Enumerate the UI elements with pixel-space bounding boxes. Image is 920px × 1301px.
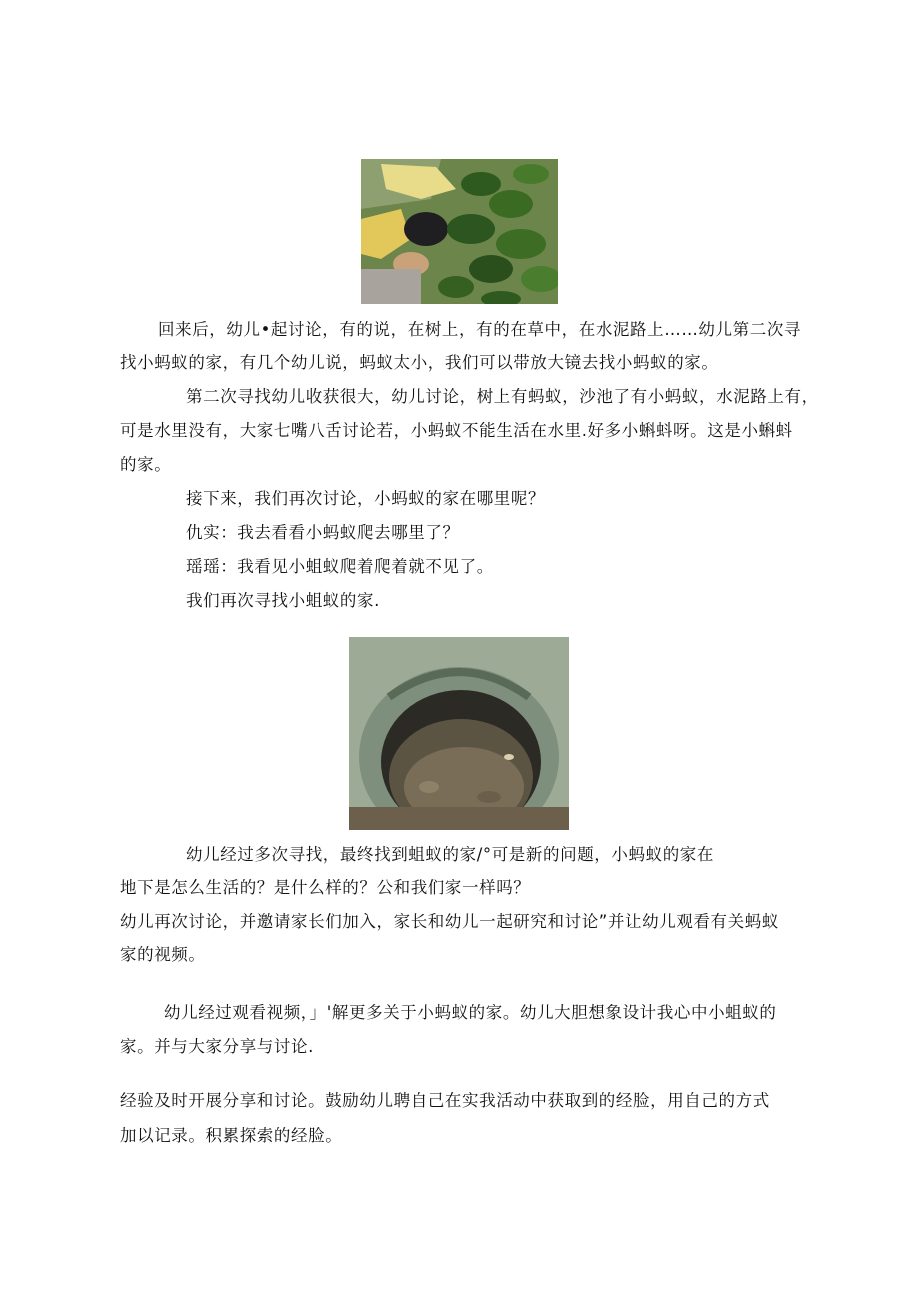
- paragraph-line: 回来后，幼儿•起讨论，有的说，在树上，有的在草中，在水泥路上……幼儿第二次寻: [158, 320, 802, 339]
- paragraph-line: 家的视频。: [120, 945, 206, 964]
- paragraph-line: 幼儿经过观看视频，」'解更多关于小蚂蚁的家。幼儿大胆想象设计我心中小蛆蚁的: [164, 1003, 777, 1022]
- photo-tire-with-soil: [349, 637, 569, 830]
- paragraph-line: 的家。: [120, 455, 172, 474]
- paragraph-line: 接下来，我们再次讨论，小蚂蚁的家在哪里呢？: [186, 489, 546, 508]
- paragraph-line: 地下是怎么生活的？是什么样的？公和我们家一样吗？: [120, 878, 531, 897]
- paragraph-line: 经验及时开展分享和讨论。鼓励幼儿聘自己在实我活动中获取到的经脸，用自己的方式: [120, 1091, 770, 1110]
- paragraph-line: 可是水里没有，大家七嘴八舌讨论若，小蚂蚁不能生活在水里.好多小蝌蚪呀。这是小蝌蚪: [120, 421, 793, 440]
- paragraph-line: 幼儿再次讨论，并邀请家长们加入，家长和幼儿一起研究和讨论”并让幼儿观看有关蚂蚁: [120, 912, 779, 931]
- paragraph-line: 家。并与大家分享与讨论.: [120, 1037, 314, 1056]
- photo-children-looking-at-plants: [361, 159, 558, 304]
- paragraph-line: 幼儿经过多次寻找，最终找到蛆蚁的家/°可是新的问题，小蚂蚁的家在: [186, 845, 715, 864]
- tire-photo-graphic: [349, 637, 569, 830]
- paragraph-line: 第二次寻找幼儿收获很大，幼儿讨论，树上有蚂蚁，沙池了有小蚂蚁，水泥路上有，: [186, 387, 819, 406]
- dialogue-line: 瑶瑶：我看见小蛆蚁爬着爬着就不见了。: [186, 557, 494, 576]
- paragraph-line: 我们再次寻找小蛆蚁的家.: [186, 591, 380, 610]
- paragraph-line: 加以记录。积累探索的经脸。: [120, 1126, 343, 1145]
- dialogue-line: 仇实：我去看看小蚂蚁爬去哪里了？: [186, 523, 460, 542]
- plants-photo-graphic: [361, 159, 558, 304]
- paragraph-line: 找小蚂蚁的家，有几个幼儿说，蚂蚁太小，我们可以带放大镜去找小蚂蚁的家。: [120, 353, 719, 372]
